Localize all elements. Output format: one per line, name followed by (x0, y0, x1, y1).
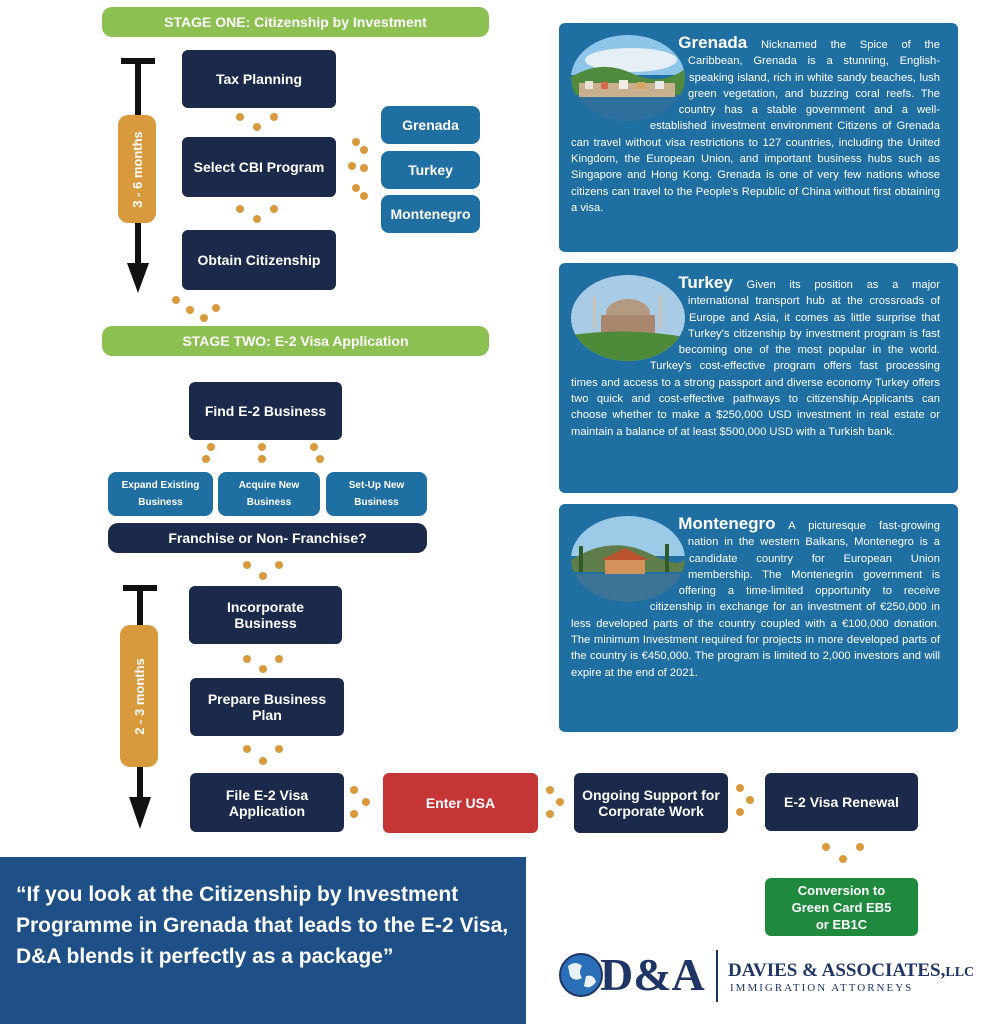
incorporate-business-step: Incorporate Business (189, 586, 342, 644)
turkey-photo (571, 275, 685, 361)
prepare-business-plan-step: Prepare Business Plan (190, 678, 344, 736)
country-card-turkey (559, 263, 958, 493)
grenada-name: Grenada (678, 33, 748, 52)
montenegro-name: Montenegro (678, 514, 776, 533)
option-setup-new: Set-Up New Business (326, 472, 427, 516)
ongoing-support-step: Ongoing Support for Corporate Work (574, 773, 728, 833)
stage-one-duration: 3 - 6 months (129, 130, 145, 208)
find-e2-business-step: Find E-2 Business (189, 382, 342, 440)
stage-two-banner (102, 326, 489, 356)
globe-icon (558, 952, 604, 998)
enter-usa-step: Enter USA (383, 773, 538, 833)
stage-two-duration-bar (120, 625, 158, 767)
montenegro-photo (571, 516, 685, 602)
franchise-question: Franchise or Non- Franchise? (108, 523, 427, 553)
option-acquire-new: Acquire New Business (218, 472, 320, 516)
program-grenada: Grenada (381, 106, 480, 144)
stage-one-banner (102, 7, 489, 37)
turkey-description: Given its position as a major international transport hub at the crossroads of Europe and Asia, it comes as little surprise that Turkey's citizenship by investment program is fast becoming one of the most popular in the world. Turkey's cost-effective program offers fast processing times and access to a strong passport and diverse economy Turkey offers two quick and cost-effective pathways to citizenship.Applicants can choose whether to make a $250,000 USD investment in real estate or maintain a balance of at least $500,000 USD with a Turkish bank. (571, 279, 941, 438)
e2-visa-renewal-step: E-2 Visa Renewal (765, 773, 918, 831)
country-card-grenada (559, 23, 958, 252)
logo-firm-name: DAVIES & ASSOCIATES,LLC (728, 960, 975, 981)
logo-mark: D&A (600, 949, 705, 1000)
firm-logo (558, 946, 983, 1006)
stage-two-title: STAGE TWO: E-2 Visa Application (182, 333, 409, 349)
select-cbi-step: Select CBI Program (182, 137, 336, 197)
country-card-montenegro (559, 504, 958, 732)
program-montenegro: Montenegro (381, 195, 480, 233)
option-expand-existing: Expand Existing Business (108, 472, 213, 516)
testimonial-quote-panel (0, 857, 526, 1024)
tax-planning-step: Tax Planning (182, 50, 336, 108)
program-turkey: Turkey (381, 151, 480, 189)
testimonial-quote: “If you look at the Citizenship by Investment Programme in Grenada that leads to the E-2 Visa, D&A blends it perfectly as a package” (16, 883, 509, 968)
turkey-name: Turkey (678, 273, 733, 292)
montenegro-description: A picturesque fast-growing nation in the western Balkans, Montenegro is a candidate country for European Union membership. The Montenegrin government is offering a time-limited opportunity to receive citizenship in exchange for an investment of €250,000 in less developed parts of the country coupled with a €100,000 donation. The minimum Investment required for projects in more developed parts of the country is €450,000. The program is limited to 2,000 investors and will expire at the end of 2021. (571, 520, 940, 679)
logo-tagline: IMMIGRATION ATTORNEYS (730, 982, 914, 994)
green-card-conversion-step: Conversion to Green Card EB5 or EB1C (765, 878, 918, 936)
obtain-citizenship-step: Obtain Citizenship (182, 230, 336, 290)
file-e2-visa-step: File E-2 Visa Application (190, 773, 344, 832)
stage-one-title: STAGE ONE: Citizenship by Investment (164, 14, 427, 30)
grenada-photo (571, 35, 685, 121)
stage-two-duration: 2 - 3 months (131, 657, 147, 735)
stage-one-duration-bar (118, 115, 156, 223)
grenada-description: Nicknamed the Spice of the Caribbean, Grenada is a stunning, English-speaking island, rich in white sandy beaches, lush green vegetation, and buzzing coral reefs. The country has a stable government and a well-established investment environment Citizens of Grenada can travel without visa restrictions to 127 countries, including the United Kingdom, the European Union, and important business hubs such as Singapore and Hong Kong. Grenada is one of very few nations whose citizens can travel to the People's Republic of China without first obtaining a visa. (571, 39, 940, 214)
